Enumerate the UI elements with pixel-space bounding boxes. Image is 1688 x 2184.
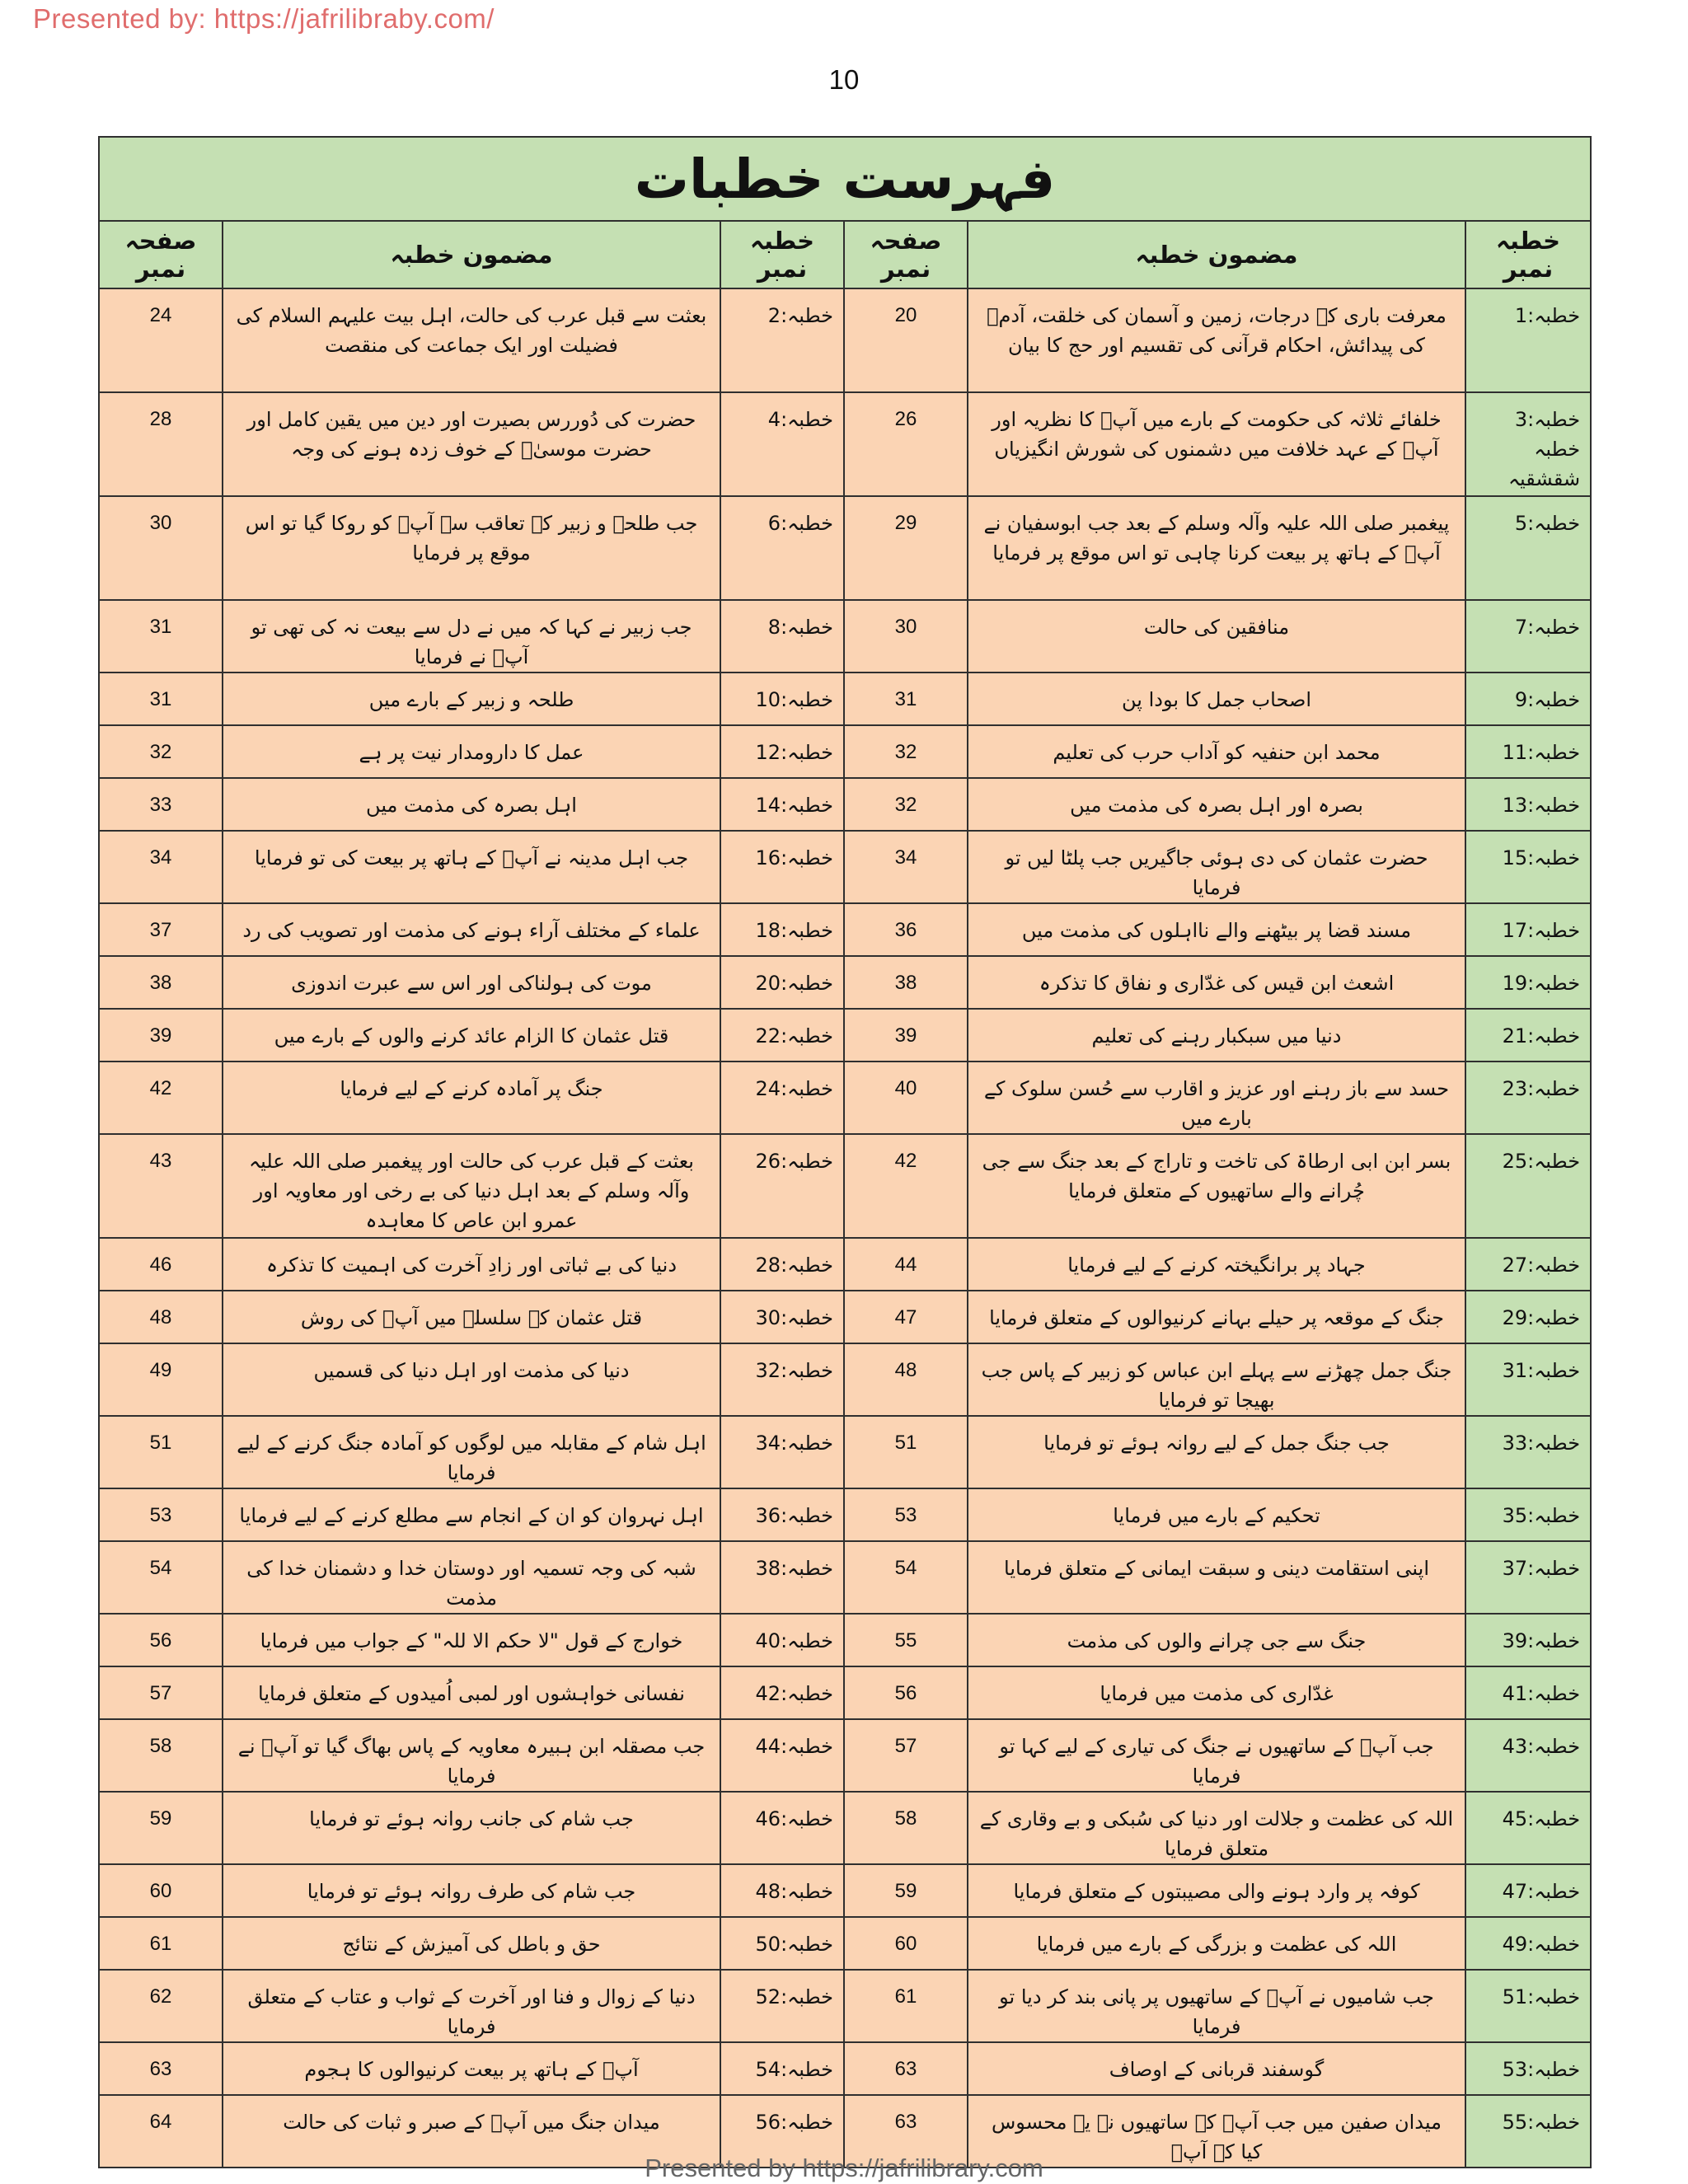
khutba-no-cell: خطبہ:24 bbox=[720, 1062, 844, 1134]
khutba-no-cell: خطبہ:44 bbox=[720, 1719, 844, 1792]
khutba-no-cell: خطبہ:5 bbox=[1465, 496, 1591, 600]
header-mazmoon-left: مضمون خطبہ bbox=[223, 221, 720, 288]
safha-no-cell: 55 bbox=[844, 1614, 968, 1666]
table-row bbox=[99, 392, 1591, 496]
safha-no-cell: 31 bbox=[99, 600, 223, 673]
mazmoon-cell: جہاد پر برانگیختہ کرنے کے لیے فرمایا bbox=[968, 1238, 1465, 1291]
safha-no-cell: 39 bbox=[844, 1009, 968, 1062]
mazmoon-cell: نفسانی خواہشوں اور لمبی اُمیدوں کے متعلق فرمایا bbox=[223, 1666, 720, 1719]
mazmoon-cell: حضرت عثمان کی دی ہوئی جاگیریں جب پلٹا لیں تو فرمایا bbox=[968, 831, 1465, 903]
mazmoon-cell: بعثت سے قبل عرب کی حالت، اہل بیت علیہم السلام کی فضیلت اور ایک جماعت کی منقصت bbox=[223, 288, 720, 392]
table-row bbox=[99, 1917, 1591, 1970]
mazmoon-cell: تحکیم کے بارے میں فرمایا bbox=[968, 1488, 1465, 1541]
khutba-no-cell: خطبہ:27 bbox=[1465, 1238, 1591, 1291]
khutba-no-cell: خطبہ:34 bbox=[720, 1416, 844, 1488]
table-row bbox=[99, 673, 1591, 725]
mazmoon-cell: میدان جنگ میں آپؑ کے صبر و ثبات کی حالت bbox=[223, 2095, 720, 2168]
khutba-no-cell: خطبہ:50 bbox=[720, 1917, 844, 1970]
khutba-no-cell: خطبہ:20 bbox=[720, 956, 844, 1009]
safha-no-cell: 38 bbox=[99, 956, 223, 1009]
khutba-no-cell: خطبہ:22 bbox=[720, 1009, 844, 1062]
khutba-no-cell: خطبہ:8 bbox=[720, 600, 844, 673]
mazmoon-cell: عمل کا دارومدار نیت پر ہے bbox=[223, 725, 720, 778]
mazmoon-cell: جب شام کی جانب روانہ ہوئے تو فرمایا bbox=[223, 1792, 720, 1864]
table-row bbox=[99, 1666, 1591, 1719]
safha-no-cell: 51 bbox=[844, 1416, 968, 1488]
safha-no-cell: 54 bbox=[99, 1541, 223, 1614]
mazmoon-cell: جب زبیر نے کہا کہ میں نے دل سے بیعت نہ کی تھی تو آپؑ نے فرمایا bbox=[223, 600, 720, 673]
safha-no-cell: 63 bbox=[99, 2042, 223, 2095]
safha-no-cell: 47 bbox=[844, 1291, 968, 1343]
safha-no-cell: 44 bbox=[844, 1238, 968, 1291]
safha-no-cell: 29 bbox=[844, 496, 968, 600]
table-row bbox=[99, 1541, 1591, 1614]
khutba-no-cell: خطبہ:48 bbox=[720, 1864, 844, 1917]
safha-no-cell: 60 bbox=[99, 1864, 223, 1917]
safha-no-cell: 63 bbox=[844, 2095, 968, 2168]
mazmoon-cell: اللہ کی عظمت و جلالت اور دنیا کی سُبکی و بے وقاری کے متعلق فرمایا bbox=[968, 1792, 1465, 1864]
safha-no-cell: 30 bbox=[99, 496, 223, 600]
khutba-no-cell: خطبہ:39 bbox=[1465, 1614, 1591, 1666]
mazmoon-cell: جب اہل مدینہ نے آپؑ کے ہاتھ پر بیعت کی تو فرمایا bbox=[223, 831, 720, 903]
khutba-no-cell: خطبہ:15 bbox=[1465, 831, 1591, 903]
mazmoon-cell: اہل نہروان کو ان کے انجام سے مطلع کرنے کے لیے فرمایا bbox=[223, 1488, 720, 1541]
safha-no-cell: 54 bbox=[844, 1541, 968, 1614]
khutbat-index-table bbox=[98, 136, 1592, 2168]
header-khutba-no-right: خطبہ نمبر bbox=[1465, 221, 1591, 288]
khutba-no-cell: خطبہ:18 bbox=[720, 903, 844, 956]
safha-no-cell: 49 bbox=[99, 1343, 223, 1416]
table-row bbox=[99, 1719, 1591, 1792]
safha-no-cell: 39 bbox=[99, 1009, 223, 1062]
safha-no-cell: 32 bbox=[844, 725, 968, 778]
table-row bbox=[99, 778, 1591, 831]
safha-no-cell: 60 bbox=[844, 1917, 968, 1970]
khutba-no-cell: خطبہ:11 bbox=[1465, 725, 1591, 778]
khutba-no-cell: خطبہ:13 bbox=[1465, 778, 1591, 831]
mazmoon-cell: دنیا کے زوال و فنا اور آخرت کے ثواب و عتاب کے متعلق فرمایا bbox=[223, 1970, 720, 2042]
mazmoon-cell: خوارج کے قول "لا حکم الا للہ" کے جواب میں فرمایا bbox=[223, 1614, 720, 1666]
khutba-no-cell: خطبہ:52 bbox=[720, 1970, 844, 2042]
mazmoon-cell: جنگ سے جی چرانے والوں کی مذمت bbox=[968, 1614, 1465, 1666]
safha-no-cell: 40 bbox=[844, 1062, 968, 1134]
header-safha-no-right: صفحہ نمبر bbox=[844, 221, 968, 288]
khutba-no-cell: خطبہ:38 bbox=[720, 1541, 844, 1614]
safha-no-cell: 31 bbox=[844, 673, 968, 725]
khutba-no-cell: خطبہ:46 bbox=[720, 1792, 844, 1864]
mazmoon-cell: موت کی ہولناکی اور اس سے عبرت اندوزی bbox=[223, 956, 720, 1009]
table-row bbox=[99, 1343, 1591, 1416]
table-row bbox=[99, 1488, 1591, 1541]
khutba-no-cell: خطبہ:17 bbox=[1465, 903, 1591, 956]
safha-no-cell: 57 bbox=[99, 1666, 223, 1719]
khutba-no-cell: خطبہ:53 bbox=[1465, 2042, 1591, 2095]
table-row bbox=[99, 600, 1591, 673]
safha-no-cell: 46 bbox=[99, 1238, 223, 1291]
khutba-no-cell: خطبہ:14 bbox=[720, 778, 844, 831]
mazmoon-cell: منافقین کی حالت bbox=[968, 600, 1465, 673]
safha-no-cell: 42 bbox=[844, 1134, 968, 1238]
safha-no-cell: 38 bbox=[844, 956, 968, 1009]
page-number: 10 bbox=[828, 64, 860, 95]
table-row bbox=[99, 956, 1591, 1009]
mazmoon-cell: شبہ کی وجہ تسمیہ اور دوستان خدا و دشمنان خدا کی مذمت bbox=[223, 1541, 720, 1614]
khutba-no-cell: خطبہ:1 bbox=[1465, 288, 1591, 392]
khutba-no-cell: خطبہ:32 bbox=[720, 1343, 844, 1416]
mazmoon-cell: گوسفند قربانی کے اوصاف bbox=[968, 2042, 1465, 2095]
khutba-no-cell: خطبہ:28 bbox=[720, 1238, 844, 1291]
mazmoon-cell: دنیا میں سبکبار رہنے کی تعلیم bbox=[968, 1009, 1465, 1062]
khutba-no-cell: خطبہ:23 bbox=[1465, 1062, 1591, 1134]
mazmoon-cell: مسند قضا پر بیٹھنے والے نااہلوں کی مذمت میں bbox=[968, 903, 1465, 956]
safha-no-cell: 56 bbox=[844, 1666, 968, 1719]
table-row bbox=[99, 496, 1591, 600]
safha-no-cell: 58 bbox=[844, 1792, 968, 1864]
khutba-no-cell: خطبہ:49 bbox=[1465, 1917, 1591, 1970]
safha-no-cell: 30 bbox=[844, 600, 968, 673]
mazmoon-cell: اہل شام کے مقابلہ میں لوگوں کو آمادہ جنگ کرنے کے لیے فرمایا bbox=[223, 1416, 720, 1488]
mazmoon-cell: جب مصقلہ ابن ہبیرہ معاویہ کے پاس بھاگ گیا تو آپؑ نے فرمایا bbox=[223, 1719, 720, 1792]
khutba-no-cell: خطبہ:33 bbox=[1465, 1416, 1591, 1488]
mazmoon-cell: علماء کے مختلف آراء ہونے کی مذمت اور تصویب کی رد bbox=[223, 903, 720, 956]
header-mazmoon-right: مضمون خطبہ bbox=[968, 221, 1465, 288]
khutba-no-cell: خطبہ:40 bbox=[720, 1614, 844, 1666]
mazmoon-cell: کوفہ پر وارد ہونے والی مصیبتوں کے متعلق فرمایا bbox=[968, 1864, 1465, 1917]
table-row bbox=[99, 725, 1591, 778]
khutba-no-cell: خطبہ:54 bbox=[720, 2042, 844, 2095]
khutba-no-cell: خطبہ:51 bbox=[1465, 1970, 1591, 2042]
khutba-no-cell: خطبہ:30 bbox=[720, 1291, 844, 1343]
khutba-no-cell: خطبہ:37 bbox=[1465, 1541, 1591, 1614]
table-row bbox=[99, 1291, 1591, 1343]
mazmoon-cell: حضرت کی دُوررس بصیرت اور دین میں یقین کامل اور حضرت موسیٰؑ کے خوف زدہ ہونے کی وجہ bbox=[223, 392, 720, 496]
safha-no-cell: 59 bbox=[99, 1792, 223, 1864]
safha-no-cell: 42 bbox=[99, 1062, 223, 1134]
mazmoon-cell: خلفائے ثلاثہ کی حکومت کے بارے میں آپؑ کا نظریہ اور آپؑ کے عہد خلافت میں دشمنوں کی شورش انگیزیاں bbox=[968, 392, 1465, 496]
safha-no-cell: 32 bbox=[99, 725, 223, 778]
khutba-no-cell: خطبہ:35 bbox=[1465, 1488, 1591, 1541]
mazmoon-cell: محمد ابن حنفیہ کو آداب حرب کی تعلیم bbox=[968, 725, 1465, 778]
khutba-no-cell: خطبہ:45 bbox=[1465, 1792, 1591, 1864]
khutba-no-cell: خطبہ:26 bbox=[720, 1134, 844, 1238]
khutba-no-cell: خطبہ:9 bbox=[1465, 673, 1591, 725]
mazmoon-cell: اصحاب جمل کا بودا پن bbox=[968, 673, 1465, 725]
mazmoon-cell: حق و باطل کی آمیزش کے نتائج bbox=[223, 1917, 720, 1970]
khutba-no-cell: خطبہ:55 bbox=[1465, 2095, 1591, 2168]
khutba-no-cell: خطبہ:42 bbox=[720, 1666, 844, 1719]
header-safha-no-left: صفحہ نمبر bbox=[99, 221, 223, 288]
mazmoon-cell: بعثت کے قبل عرب کی حالت اور پیغمبر صلی اللہ علیہ وآلہ وسلم کے بعد اہل دنیا کی بے رخی اور معاویہ اور عمرو ابن عاص کا معاہدہ bbox=[223, 1134, 720, 1238]
table-row bbox=[99, 831, 1591, 903]
khutba-no-cell: خطبہ:36 bbox=[720, 1488, 844, 1541]
table-row bbox=[99, 1970, 1591, 2042]
khutba-no-cell: خطبہ:10 bbox=[720, 673, 844, 725]
mazmoon-cell: جنگ کے موقعہ پر حیلے بہانے کرنیوالوں کے متعلق فرمایا bbox=[968, 1291, 1465, 1343]
khutba-no-cell: خطبہ:41 bbox=[1465, 1666, 1591, 1719]
khutba-no-cell: خطبہ:56 bbox=[720, 2095, 844, 2168]
mazmoon-cell: جب جنگ جمل کے لیے روانہ ہوئے تو فرمایا bbox=[968, 1416, 1465, 1488]
khutba-no-cell: خطبہ:43 bbox=[1465, 1719, 1591, 1792]
safha-no-cell: 59 bbox=[844, 1864, 968, 1917]
safha-no-cell: 43 bbox=[99, 1134, 223, 1238]
header-khutba-no-left: خطبہ نمبر bbox=[720, 221, 844, 288]
mazmoon-cell: معرفت باری کے درجات، زمین و آسمان کی خلقت، آدمؑ کی پیدائش، احکام قرآنی کی تقسیم اور حج کا بیان bbox=[968, 288, 1465, 392]
safha-no-cell: 48 bbox=[99, 1291, 223, 1343]
khutba-no-cell: خطبہ:47 bbox=[1465, 1864, 1591, 1917]
mazmoon-cell: اہل بصرہ کی مذمت میں bbox=[223, 778, 720, 831]
mazmoon-cell: اپنی استقامت دینی و سبقت ایمانی کے متعلق فرمایا bbox=[968, 1541, 1465, 1614]
khutba-no-cell: خطبہ:21 bbox=[1465, 1009, 1591, 1062]
mazmoon-cell: جب شام کی طرف روانہ ہوئے تو فرمایا bbox=[223, 1864, 720, 1917]
mazmoon-cell: آپؑ کے ہاتھ پر بیعت کرنیوالوں کا ہجوم bbox=[223, 2042, 720, 2095]
mazmoon-cell: بصرہ اور اہل بصرہ کی مذمت میں bbox=[968, 778, 1465, 831]
table-row bbox=[99, 903, 1591, 956]
footer-watermark: Presented by https://jafrilibrary.com bbox=[645, 2154, 1043, 2182]
khutba-no-cell: خطبہ:29 bbox=[1465, 1291, 1591, 1343]
mazmoon-cell: اشعث ابن قیس کی غدّاری و نفاق کا تذکرہ bbox=[968, 956, 1465, 1009]
safha-no-cell: 62 bbox=[99, 1970, 223, 2042]
mazmoon-cell: حسد سے باز رہنے اور عزیز و اقارب سے حُسن سلوک کے بارے میں bbox=[968, 1062, 1465, 1134]
mazmoon-cell: قتل عثمان کا الزام عائد کرنے والوں کے بارے میں bbox=[223, 1009, 720, 1062]
page-title: فہرست خطبات bbox=[99, 137, 1591, 221]
table-row bbox=[99, 2042, 1591, 2095]
safha-no-cell: 36 bbox=[844, 903, 968, 956]
khutba-no-cell: خطبہ:7 bbox=[1465, 600, 1591, 673]
safha-no-cell: 32 bbox=[844, 778, 968, 831]
table-row bbox=[99, 1238, 1591, 1291]
table-row bbox=[99, 1614, 1591, 1666]
safha-no-cell: 56 bbox=[99, 1614, 223, 1666]
mazmoon-cell: اللہ کی عظمت و بزرگی کے بارے میں فرمایا bbox=[968, 1917, 1465, 1970]
safha-no-cell: 53 bbox=[99, 1488, 223, 1541]
safha-no-cell: 63 bbox=[844, 2042, 968, 2095]
table-row bbox=[99, 1792, 1591, 1864]
safha-no-cell: 26 bbox=[844, 392, 968, 496]
khutba-no-cell: خطبہ:12 bbox=[720, 725, 844, 778]
table-row bbox=[99, 1062, 1591, 1134]
khutba-no-cell: خطبہ:16 bbox=[720, 831, 844, 903]
mazmoon-cell: دنیا کی بے ثباتی اور زادِ آخرت کی اہمیت کا تذکرہ bbox=[223, 1238, 720, 1291]
safha-no-cell: 57 bbox=[844, 1719, 968, 1792]
khutba-no-cell: خطبہ:19 bbox=[1465, 956, 1591, 1009]
table-row bbox=[99, 1864, 1591, 1917]
khutba-no-cell: خطبہ:31 bbox=[1465, 1343, 1591, 1416]
safha-no-cell: 24 bbox=[99, 288, 223, 392]
safha-no-cell: 31 bbox=[99, 673, 223, 725]
mazmoon-cell: جب آپؑ کے ساتھیوں نے جنگ کی تیاری کے لیے کہا تو فرمایا bbox=[968, 1719, 1465, 1792]
safha-no-cell: 34 bbox=[99, 831, 223, 903]
safha-no-cell: 53 bbox=[844, 1488, 968, 1541]
khutba-no-cell: خطبہ:4 bbox=[720, 392, 844, 496]
safha-no-cell: 61 bbox=[99, 1917, 223, 1970]
mazmoon-cell: پیغمبر صلی اللہ علیہ وآلہ وسلم کے بعد جب ابوسفیان نے آپؑ کے ہاتھ پر بیعت کرنا چاہی تو اس موقع پر فرمایا bbox=[968, 496, 1465, 600]
safha-no-cell: 61 bbox=[844, 1970, 968, 2042]
table-row bbox=[99, 1009, 1591, 1062]
khutba-no-cell: خطبہ:25 bbox=[1465, 1134, 1591, 1238]
khutba-no-cell: خطبہ:6 bbox=[720, 496, 844, 600]
table-body bbox=[99, 288, 1591, 2168]
mazmoon-cell: غدّاری کی مذمت میں فرمایا bbox=[968, 1666, 1465, 1719]
khutba-no-cell: خطبہ:2 bbox=[720, 288, 844, 392]
safha-no-cell: 51 bbox=[99, 1416, 223, 1488]
khutba-no-cell: خطبہ:3 خطبہ شقشقیہ bbox=[1465, 392, 1591, 496]
mazmoon-cell: قتل عثمان کے سلسلہ میں آپؑ کی روش bbox=[223, 1291, 720, 1343]
safha-no-cell: 48 bbox=[844, 1343, 968, 1416]
table-row bbox=[99, 1416, 1591, 1488]
safha-no-cell: 58 bbox=[99, 1719, 223, 1792]
safha-no-cell: 33 bbox=[99, 778, 223, 831]
mazmoon-cell: جنگ پر آمادہ کرنے کے لیے فرمایا bbox=[223, 1062, 720, 1134]
table-row bbox=[99, 1134, 1591, 1238]
mazmoon-cell: جب طلحہ و زبیر کے تعاقب سے آپؑ کو روکا گیا تو اس موقع پر فرمایا bbox=[223, 496, 720, 600]
mazmoon-cell: طلحہ و زبیر کے بارے میں bbox=[223, 673, 720, 725]
mazmoon-cell: جنگ جمل چھڑنے سے پہلے ابن عباس کو زبیر کے پاس جب بھیجا تو فرمایا bbox=[968, 1343, 1465, 1416]
safha-no-cell: 28 bbox=[99, 392, 223, 496]
mazmoon-cell: دنیا کی مذمت اور اہل دنیا کی قسمیں bbox=[223, 1343, 720, 1416]
mazmoon-cell: جب شامیوں نے آپؑ کے ساتھیوں پر پانی بند کر دیا تو فرمایا bbox=[968, 1970, 1465, 2042]
top-watermark: Presented by: https://jafrilibraby.com/ bbox=[33, 3, 495, 34]
safha-no-cell: 20 bbox=[844, 288, 968, 392]
table-row bbox=[99, 288, 1591, 392]
safha-no-cell: 37 bbox=[99, 903, 223, 956]
mazmoon-cell: بسر ابن ابی ارطاۃ کی تاخت و تاراج کے بعد جنگ سے جی چُرانے والے ساتھیوں کے متعلق فرمایا bbox=[968, 1134, 1465, 1238]
mazmoon-cell: میدان صفین میں جب آپؑ کے ساتھیوں نے یہ محسوس کیا کہ آپؑ bbox=[968, 2095, 1465, 2168]
safha-no-cell: 34 bbox=[844, 831, 968, 903]
table-header bbox=[99, 221, 1591, 288]
safha-no-cell: 64 bbox=[99, 2095, 223, 2168]
